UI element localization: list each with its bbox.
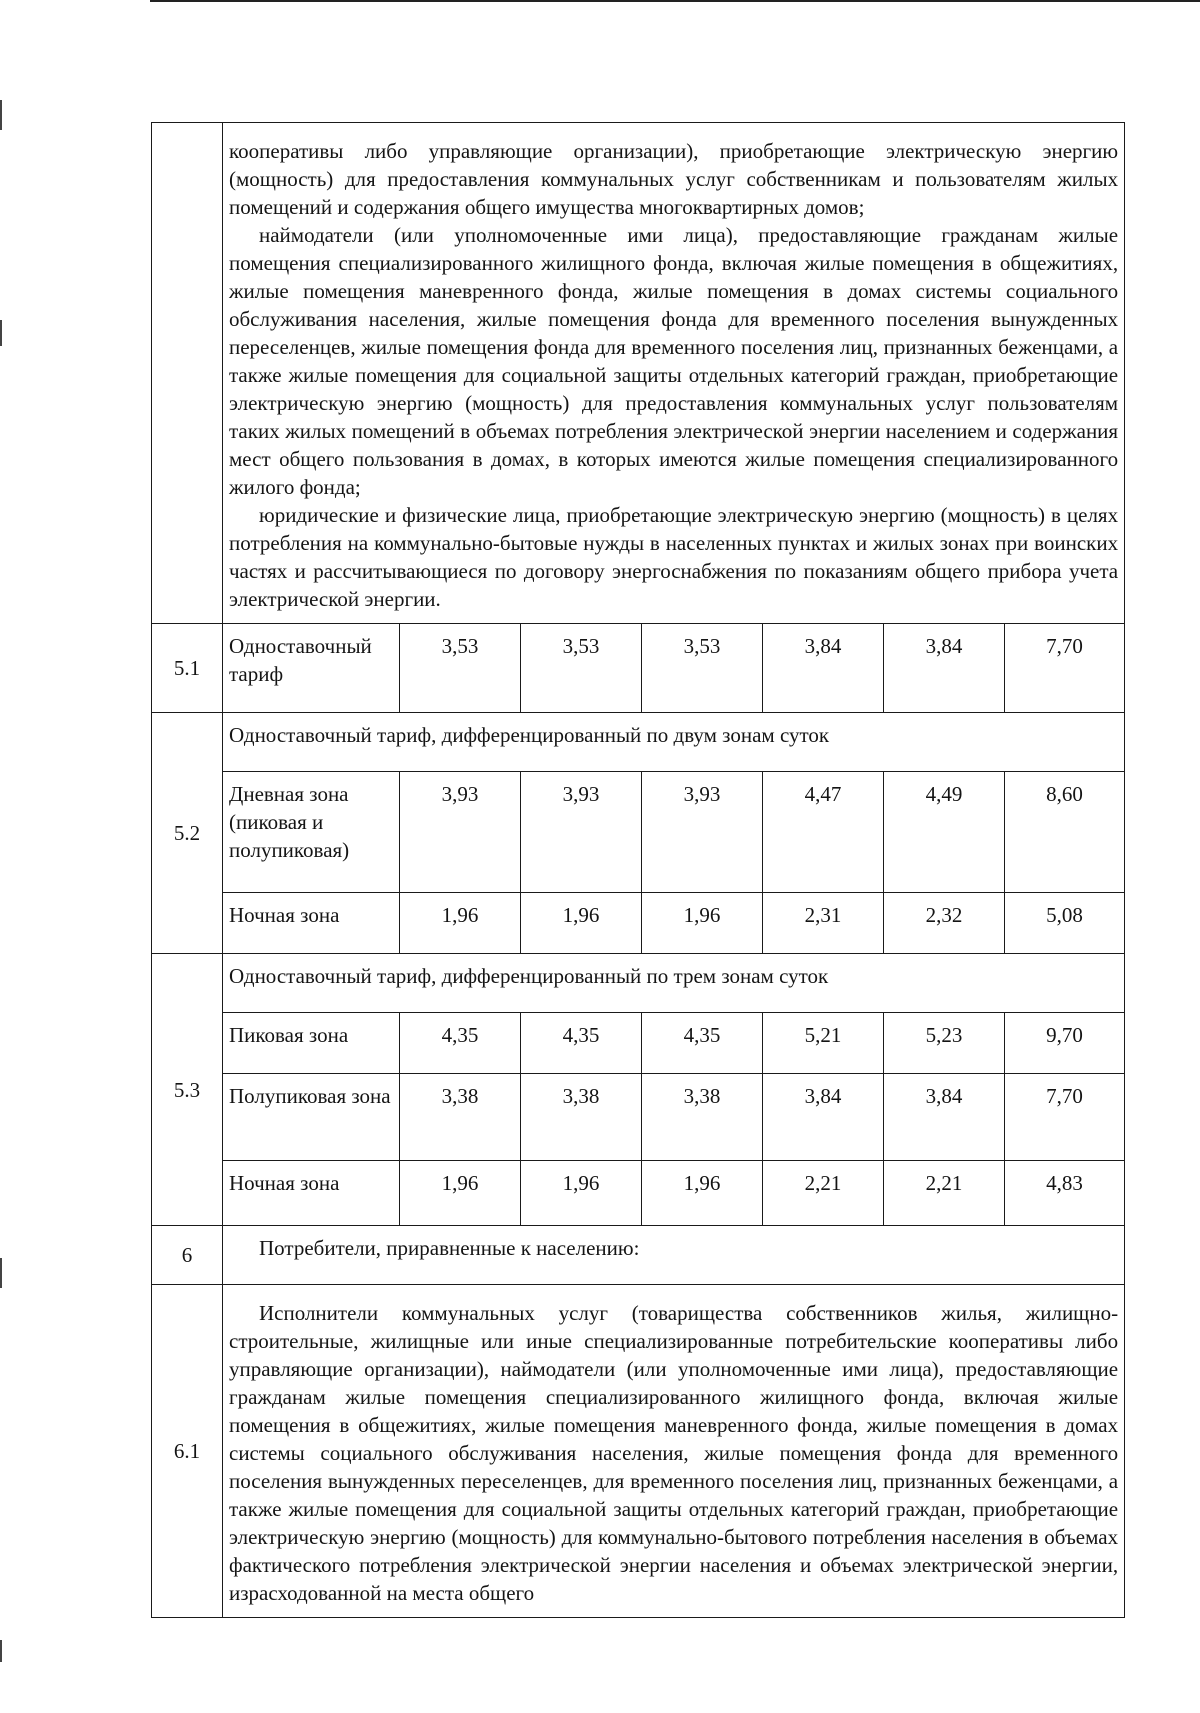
- tariff-group-title: Одноставочный тариф, дифференцированный по двум зонам суток: [223, 713, 1125, 772]
- tariff-row-5-2-night: [152, 893, 1125, 954]
- tariff-value: 2,21: [884, 1161, 1005, 1226]
- tariff-row-5-2-day: [152, 772, 1125, 893]
- scan-left-edge-mark: [0, 320, 2, 346]
- tariff-value: 9,70: [1005, 1013, 1125, 1074]
- tariff-value: 1,96: [521, 893, 642, 954]
- tariff-value: 3,93: [400, 772, 521, 893]
- tariff-value: 3,38: [642, 1074, 763, 1161]
- tariff-label: Полупиковая зона: [223, 1074, 400, 1161]
- row-number: 5.1: [152, 624, 223, 713]
- tariff-value: 5,23: [884, 1013, 1005, 1074]
- tariff-value: 7,70: [1005, 624, 1125, 713]
- tariff-value: 3,84: [763, 624, 884, 713]
- tariff-value: 3,84: [884, 624, 1005, 713]
- tariff-value: 8,60: [1005, 772, 1125, 893]
- text-cell: [223, 1285, 1125, 1618]
- tariff-label: Ночная зона: [223, 893, 400, 954]
- paragraph: Исполнители коммунальных услуг (товарищества собственников жилья, жилищно-строительные, жилищные или иные специализированные потребительские кооперативы либо управляющие организации), наймодатели (или уполномоченные ими лица), предоставляющие гражданам жилые помещения специализированного жилищного фонда, включая жилые помещения в общежитиях, жилые помещения маневренного фонда, жилые помещения в домах системы социального обслуживания населения, жилые помещения фонда для временного поселения вынужденных переселенцев, для временного поселения лиц, признанных беженцами, а также жилые помещения для социальной защиты отдельных категорий граждан, приобретающие электрическую энергию (мощность) для коммунально-бытового потребления населения в объемах фактического потребления электрической энергии населения и объемах электрической энергии, израсходованной на места общего: [229, 1301, 1119, 1605]
- paragraph: кооперативы либо управляющие организации), приобретающие электрическую энергию (мощность) для предоставления коммунальных услуг собственникам и пользователям жилых помещений и содержания общего имущества многоквартирных домов;: [229, 139, 1119, 219]
- tariff-label: Одноставочный тариф: [223, 624, 400, 713]
- scan-top-edge-line: [150, 0, 1200, 2]
- scan-left-edge-mark: [0, 100, 2, 130]
- tariff-value: 2,21: [763, 1161, 884, 1226]
- tariff-value: 4,49: [884, 772, 1005, 893]
- row-number: 6: [152, 1226, 223, 1285]
- tariff-value: 3,38: [521, 1074, 642, 1161]
- row-number-cell: [152, 123, 223, 624]
- tariff-value: 3,93: [642, 772, 763, 893]
- tariff-value: 7,70: [1005, 1074, 1125, 1161]
- section-title: Потребители, приравненные к населению:: [223, 1226, 1125, 1285]
- tariff-value: 4,35: [642, 1013, 763, 1074]
- tariff-row-5-3-semipeak: [152, 1074, 1125, 1161]
- tariff-group-header-5-2: [152, 713, 1125, 772]
- paragraph: наймодатели (или уполномоченные ими лица), предоставляющие гражданам жилые помещения специализированного жилищного фонда, включая жилые помещения в общежитиях, жилые помещения маневренного фонда, жилые помещения в домах системы социального обслуживания населения, жилые помещения фонда для временного поселения вынужденных переселенцев, жилые помещения фонда для временного поселения лиц, признанных беженцами, а также жилые помещения для социальной защиты отдельных категорий граждан, приобретающие электрическую энергию (мощность) для предоставления коммунальных услуг пользователям таких жилых помещений в объемах потребления электрической энергии населением и содержания мест общего пользования в домах, в которых имеются жилые помещения специализированного жилого фонда;: [229, 223, 1119, 499]
- tariff-value: 3,53: [521, 624, 642, 713]
- tariff-value: 5,08: [1005, 893, 1125, 954]
- row-number: 5.2: [152, 713, 223, 954]
- tariff-value: 5,21: [763, 1013, 884, 1074]
- tariff-value: 1,96: [642, 893, 763, 954]
- section-row-6: [152, 1226, 1125, 1285]
- tariff-value: 2,31: [763, 893, 884, 954]
- tariff-value: 4,35: [521, 1013, 642, 1074]
- tariff-value: 2,32: [884, 893, 1005, 954]
- tariff-value: 1,96: [400, 1161, 521, 1226]
- tariff-row-5-3-night: [152, 1161, 1125, 1226]
- scan-left-edge-mark: [0, 1640, 2, 1662]
- intro-text-cell: [223, 123, 1125, 624]
- tariff-value: 3,84: [884, 1074, 1005, 1161]
- tariff-value: 1,96: [521, 1161, 642, 1226]
- tariff-label: Ночная зона: [223, 1161, 400, 1226]
- tariff-value: 4,47: [763, 772, 884, 893]
- text-row-6-1: [152, 1285, 1125, 1618]
- tariff-value: 3,53: [642, 624, 763, 713]
- tariff-label: Пиковая зона: [223, 1013, 400, 1074]
- tariff-value: 3,84: [763, 1074, 884, 1161]
- paragraph: юридические и физические лица, приобретающие электрическую энергию (мощность) в целях потребления на коммунально-бытовые нужды в населенных пунктах и жилых зонах при воинских частях и рассчитывающиеся по договору энергоснабжения по показаниям общего прибора учета электрической энергии.: [229, 503, 1119, 611]
- tariff-row-5-1: [152, 624, 1125, 713]
- tariff-table: [151, 122, 1125, 1618]
- tariff-value: 4,35: [400, 1013, 521, 1074]
- row-number: 6.1: [152, 1285, 223, 1618]
- tariff-value: 3,53: [400, 624, 521, 713]
- tariff-label: Дневная зона (пиковая и полупиковая): [223, 772, 400, 893]
- tariff-value: 1,96: [400, 893, 521, 954]
- scan-left-edge-mark: [0, 1258, 2, 1288]
- tariff-value: 1,96: [642, 1161, 763, 1226]
- tariff-value: 3,93: [521, 772, 642, 893]
- tariff-row-5-3-peak: [152, 1013, 1125, 1074]
- tariff-value: 4,83: [1005, 1161, 1125, 1226]
- intro-row: [152, 123, 1125, 624]
- row-number: 5.3: [152, 954, 223, 1226]
- tariff-value: 3,38: [400, 1074, 521, 1161]
- tariff-group-header-5-3: [152, 954, 1125, 1013]
- tariff-group-title: Одноставочный тариф, дифференцированный по трем зонам суток: [223, 954, 1125, 1013]
